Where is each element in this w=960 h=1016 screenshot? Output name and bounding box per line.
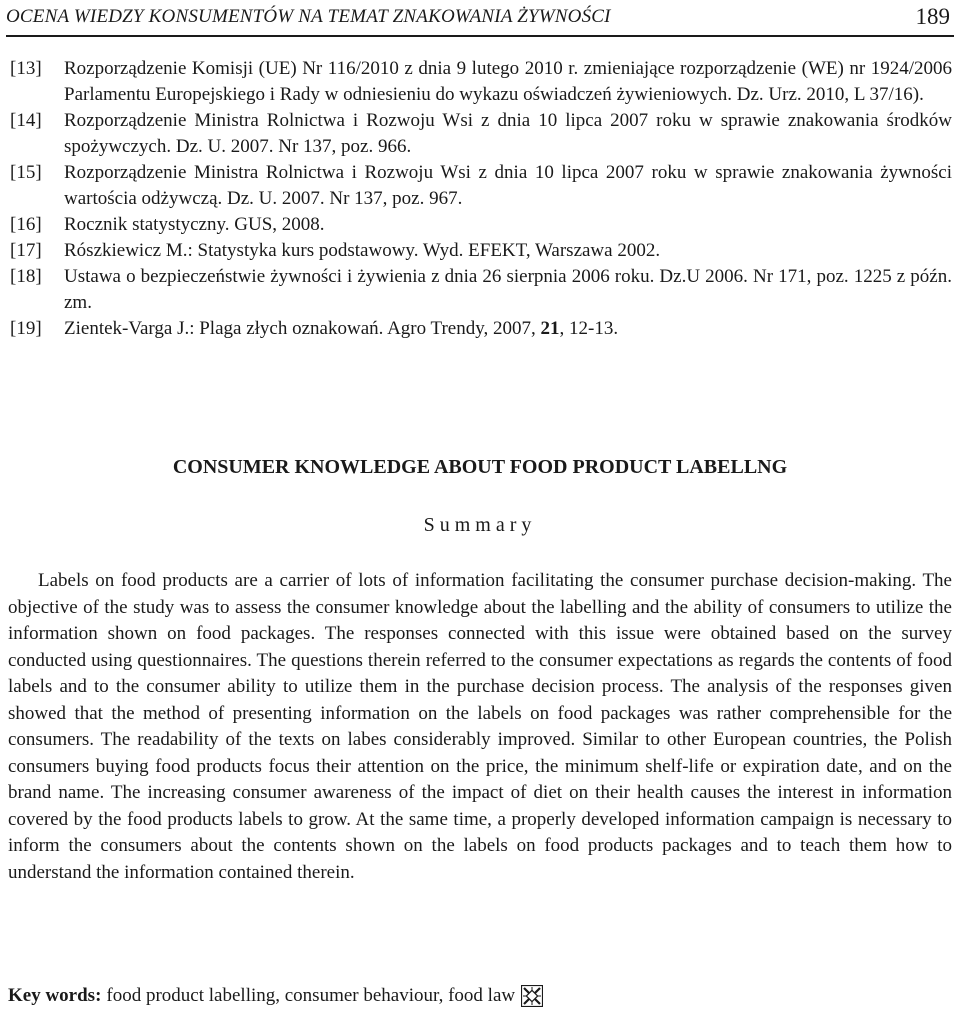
reference-number: [14] xyxy=(10,110,42,131)
summary-heading: Summary xyxy=(423,514,537,536)
keywords-text: food product labelling, consumer behaviour, food law xyxy=(106,985,516,1006)
end-of-article-ornament-icon xyxy=(521,985,543,1007)
reference-number: [13] xyxy=(10,58,42,79)
reference-item xyxy=(10,264,952,316)
keywords-line xyxy=(8,985,543,1007)
abstract-paragraph: Labels on food products are a carrier of lots of information facilitating the consumer purchase decision-making. The objective of the study was to assess the consumer knowledge about the labelling and the ability of consumers to utilize the information shown on food packages. The responses connected with this issue were obtained based on the survey conducted using questionnaires. The questions therein referred to the consumer expectations as regards the contents of food labels and to the consumer ability to utilize them in the purchase decision process. The analysis of the responses given showed that the method of presenting information on the labels on food packages was rather comprehensible for the consumers. The readability of the texts on labes considerably improved. Similar to other European countries, the Polish consumers buying food products focus their attention on the price, the minimum shelf-life or expiration date, and on the brand name. The increasing consumer awareness of the impact of diet on their health causes the interest in information covered by the food products labels to grow. At the same time, a properly developed information campaign is necessary to inform the consumers about the contents shown on the labels on food products packages and to teach them how to understand the information contained therein. xyxy=(8,570,952,883)
reference-item xyxy=(10,56,952,108)
reference-text: Rószkiewicz M.: Statystyka kurs podstawowy. Wyd. EFEKT, Warszawa 2002. xyxy=(64,240,661,261)
reference-number: [16] xyxy=(10,214,42,235)
reference-number: [18] xyxy=(10,266,42,287)
reference-item xyxy=(10,212,952,238)
reference-text: Rozporządzenie Ministra Rolnictwa i Rozwoju Wsi z dnia 10 lipca 2007 roku w sprawie znakowania żywności wartościa odżywczą. Dz. U. 2007. Nr 137, poz. 967. xyxy=(64,162,952,209)
reference-text: Rocznik statystyczny. GUS, 2008. xyxy=(64,214,325,235)
reference-number: [17] xyxy=(10,240,42,261)
reference-item xyxy=(10,108,952,160)
reference-number: [19] xyxy=(10,318,42,339)
reference-text: Ustawa o bezpieczeństwie żywności i żywienia z dnia 26 sierpnia 2006 roku. Dz.U 2006. Nr 171, poz. 1225 z późn. zm. xyxy=(64,266,952,313)
header-rule xyxy=(6,35,954,37)
reference-item xyxy=(10,160,952,212)
reference-volume: 21 xyxy=(540,318,560,339)
page-number: 189 xyxy=(915,4,950,29)
running-title: OCENA WIEDZY KONSUMENTÓW NA TEMAT ZNAKOWANIA ŻYWNOŚCI xyxy=(6,6,611,27)
article-title: CONSUMER KNOWLEDGE ABOUT FOOD PRODUCT LABELLNG xyxy=(172,456,788,478)
reference-text: Rozporządzenie Komisji (UE) Nr 116/2010 z dnia 9 lutego 2010 r. zmieniające rozporządzenie (WE) nr 1924/2006 Parlamentu Europejskiego i Rady w odniesieniu do wykazu oświadczeń żywieniowych. Dz. Urz. 2010, L 37/16). xyxy=(64,58,952,105)
reference-pages: , 12-13. xyxy=(559,318,619,339)
reference-item xyxy=(10,316,952,342)
keywords-label: Key words: xyxy=(8,985,102,1006)
reference-text xyxy=(64,316,952,342)
reference-text: Rozporządzenie Ministra Rolnictwa i Rozwoju Wsi z dnia 10 lipca 2007 roku w sprawie znakowania środków spożywczych. Dz. U. 2007. Nr 137, poz. 966. xyxy=(64,110,952,157)
reference-list xyxy=(10,56,952,342)
running-header xyxy=(6,4,954,30)
reference-text-main: Zientek-Varga J.: Plaga złych oznakowań. Agro Trendy, 2007, xyxy=(64,318,541,339)
reference-number: [15] xyxy=(10,162,42,183)
reference-item xyxy=(10,238,952,264)
